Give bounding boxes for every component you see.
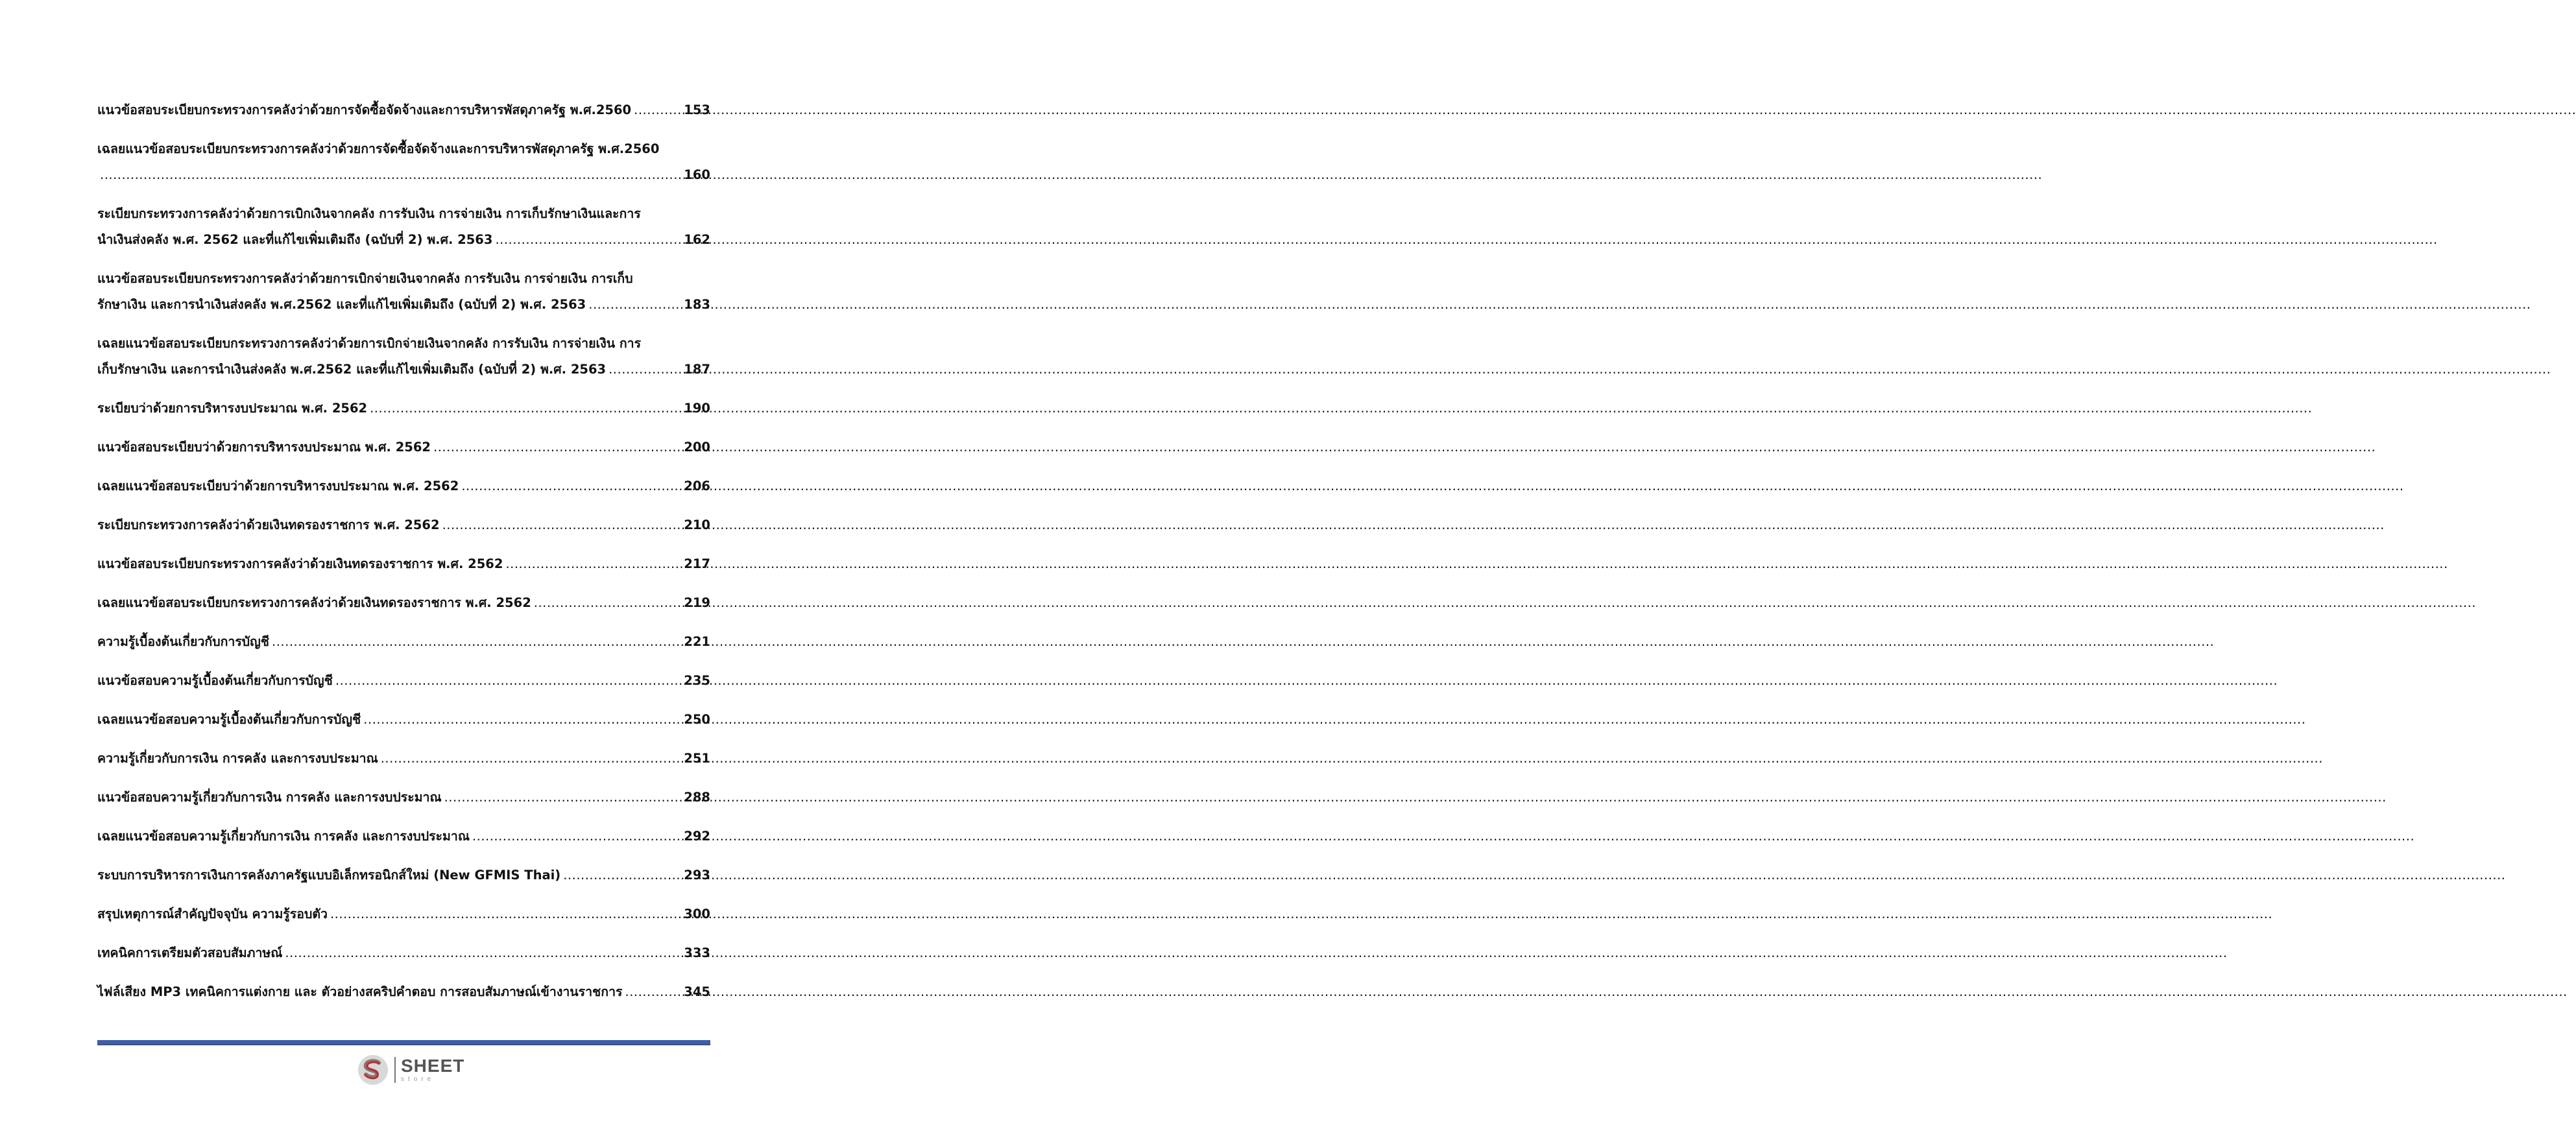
toc-entry-title: เทคนิคการเตรียมตัวสอบสัมภาษณ์ [97, 945, 283, 960]
toc-entry[interactable] [97, 97, 710, 123]
dot-leader [534, 590, 682, 616]
toc-entry[interactable] [97, 901, 710, 927]
toc-entry-title: เฉลยแนวข้อสอบความรู้เบื้องต้นเกี่ยวกับการบัญชี [97, 712, 361, 727]
dot-leader [381, 746, 682, 772]
toc-entry-title: แนวข้อสอบระเบียบกระทรวงการคลังว่าด้วยเงินทดรองราชการ พ.ศ. 2562 [97, 556, 503, 571]
dot-leader [495, 227, 681, 253]
toc-entry-title: ระบบการบริหารการเงินการคลังภาครัฐแบบอิเล็กทรอนิกส์ใหม่ (New GFMIS Thai) [97, 868, 561, 883]
toc-page-number: 292 [684, 829, 710, 844]
dot-leader [272, 629, 681, 655]
dot-leader [442, 512, 682, 538]
toc-page-number: 187 [684, 362, 710, 377]
toc-entry-title: เฉลยแนวข้อสอบระเบียบกระทรวงการคลังว่าด้วยการเบิกจ่ายเงินจากคลัง การรับเงิน การจ่ายเงิน การ [97, 336, 642, 351]
toc-line [97, 434, 710, 460]
toc-page-number: 345 [684, 984, 710, 999]
toc-entry-title: แนวข้อสอบระเบียบว่าด้วยการบริหารงบประมาณ พ.ศ. 2562 [97, 440, 431, 455]
toc-entry[interactable] [97, 266, 710, 318]
dot-leader [285, 940, 681, 966]
toc-line [97, 512, 710, 538]
toc-page-number: 190 [684, 401, 710, 416]
toc-entry[interactable] [97, 979, 710, 1005]
toc-entry-title-cont: รักษาเงิน และการนำเงินส่งคลัง พ.ศ.2562 และที่แก้ไขเพิ่มเติมถึง (ฉบับที่ 2) พ.ศ. 2563 [97, 297, 586, 312]
toc-line [97, 97, 710, 123]
toc-page-number: 235 [684, 673, 710, 688]
toc-entry[interactable] [97, 940, 710, 966]
toc-entry-title: ระเบียบกระทรวงการคลังว่าด้วยเงินทดรองราชการ พ.ศ. 2562 [97, 517, 440, 532]
logo-subword: store [401, 1076, 435, 1083]
dot-leader [472, 824, 681, 849]
toc-entry-title: ไฟล์เสียง MP3 เทคนิคการแต่งกาย และ ตัวอย่างสคริปคำตอบ การสอบสัมภาษณ์เข้างานราชการ [97, 984, 623, 999]
toc-entry[interactable] [97, 668, 710, 694]
dot-leader [608, 357, 681, 383]
toc-line [97, 629, 710, 655]
dot-leader [100, 162, 681, 188]
toc-entry-title: เฉลยแนวข้อสอบระเบียบกระทรวงการคลังว่าด้วยเงินทดรองราชการ พ.ศ. 2562 [97, 595, 531, 610]
toc-line [97, 785, 710, 811]
logo-wordmark [401, 1057, 464, 1083]
dot-leader [444, 785, 682, 811]
toc-entry-title: สรุปเหตุการณ์สำคัญปัจจุบัน ความรู้รอบตัว [97, 907, 328, 921]
toc-page-number: 293 [684, 868, 710, 883]
toc-line [97, 746, 710, 772]
toc-page-number: 162 [684, 232, 710, 247]
toc-entry[interactable] [97, 201, 710, 253]
logo-word: SHEET [401, 1056, 465, 1076]
sheet-store-logo [357, 1052, 464, 1088]
toc-entry-title: ระเบียบว่าด้วยการบริหารงบประมาณ พ.ศ. 2562 [97, 401, 368, 416]
toc-page-number: 217 [684, 556, 710, 571]
toc-page-number: 333 [684, 945, 710, 960]
toc-line [97, 940, 710, 966]
toc-entry[interactable] [97, 707, 710, 733]
toc-entry[interactable] [97, 551, 710, 577]
toc-entry[interactable] [97, 434, 710, 460]
toc-entry-title-cont: เก็บรักษาเงิน และการนำเงินส่งคลัง พ.ศ.2562 และที่แก้ไขเพิ่มเติมถึง (ฉบับที่ 2) พ.ศ. 2563 [97, 362, 607, 377]
toc-line [97, 227, 710, 253]
toc-entry-title: ระเบียบกระทรวงการคลังว่าด้วยการเบิกเงินจากคลัง การรับเงิน การจ่ายเงิน การเก็บรักษาเงินและการ [97, 206, 641, 221]
toc-line [97, 824, 710, 849]
toc-line [97, 551, 710, 577]
toc-page-number: 210 [684, 517, 710, 532]
toc-page-number: 160 [684, 167, 710, 182]
toc-entry-title: เฉลยแนวข้อสอบระเบียบกระทรวงการคลังว่าด้วยการจัดซื้อจัดจ้างและการบริหารพัสดุภาครัฐ พ.ศ.2560 [97, 141, 660, 156]
dot-leader [625, 979, 682, 1005]
toc-entry[interactable] [97, 785, 710, 811]
toc-line [97, 590, 710, 616]
toc-page-number: 221 [684, 634, 710, 649]
toc-line [97, 862, 710, 888]
toc-line [97, 396, 710, 421]
dot-leader [588, 292, 681, 318]
toc-line [97, 162, 710, 188]
toc-line [97, 707, 710, 733]
toc-entry[interactable] [97, 473, 710, 499]
toc-entry[interactable] [97, 136, 710, 188]
dot-leader [461, 473, 681, 499]
toc-page-number: 183 [684, 297, 710, 312]
toc-entry-title: เฉลยแนวข้อสอบระเบียบว่าด้วยการบริหารงบประมาณ พ.ศ. 2562 [97, 479, 459, 493]
toc-page-number: 250 [684, 712, 710, 727]
toc-entry[interactable] [97, 824, 710, 849]
toc-line [97, 292, 710, 318]
dot-leader [330, 901, 681, 927]
toc-entry[interactable] [97, 629, 710, 655]
toc-entry[interactable] [97, 590, 710, 616]
toc-entry-title: แนวข้อสอบความรู้เบื้องต้นเกี่ยวกับการบัญชี [97, 673, 333, 688]
toc-entry[interactable] [97, 862, 710, 888]
toc-entry-title: เฉลยแนวข้อสอบความรู้เกี่ยวกับการเงิน การคลัง และการงบประมาณ [97, 829, 470, 844]
toc-page-number: 219 [684, 595, 710, 610]
table-of-contents [97, 97, 710, 1018]
toc-entry[interactable] [97, 396, 710, 421]
toc-line [97, 473, 710, 499]
toc-entry[interactable] [97, 746, 710, 772]
toc-page-number: 300 [684, 907, 710, 921]
toc-page-number: 251 [684, 751, 710, 766]
toc-line [97, 357, 710, 383]
toc-entry-title: แนวข้อสอบระเบียบกระทรวงการคลังว่าด้วยการเบิกจ่ายเงินจากคลัง การรับเงิน การจ่ายเงิน การเก็บ [97, 271, 633, 286]
footer-divider [97, 1040, 710, 1045]
toc-entry[interactable] [97, 512, 710, 538]
toc-line [97, 901, 710, 927]
dot-leader [363, 707, 681, 733]
toc-page-number: 288 [684, 790, 710, 805]
toc-entry-title: ความรู้เกี่ยวกับการเงิน การคลัง และการงบประมาณ [97, 751, 378, 766]
dot-leader [563, 862, 681, 888]
toc-page-number: 206 [684, 479, 710, 493]
logo-separator [394, 1057, 396, 1083]
toc-page-number: 200 [684, 440, 710, 455]
dot-leader [335, 668, 681, 694]
toc-line [97, 668, 710, 694]
toc-entry-title-cont: นำเงินส่งคลัง พ.ศ. 2562 และที่แก้ไขเพิ่มเติมถึง (ฉบับที่ 2) พ.ศ. 2563 [97, 232, 493, 247]
toc-entry-title: แนวข้อสอบความรู้เกี่ยวกับการเงิน การคลัง และการงบประมาณ [97, 790, 442, 805]
toc-line [97, 979, 710, 1005]
s-logo-icon [357, 1054, 389, 1086]
toc-entry[interactable] [97, 331, 710, 383]
toc-entry-title: ความรู้เบื้องต้นเกี่ยวกับการบัญชี [97, 634, 270, 649]
toc-entry-title: แนวข้อสอบระเบียบกระทรวงการคลังว่าด้วยการจัดซื้อจัดจ้างและการบริหารพัสดุภาครัฐ พ.ศ.2560 [97, 102, 632, 117]
dot-leader [505, 551, 681, 577]
toc-page-number: 153 [684, 102, 710, 117]
dot-leader [370, 396, 681, 421]
dot-leader [634, 97, 681, 123]
dot-leader [433, 434, 681, 460]
